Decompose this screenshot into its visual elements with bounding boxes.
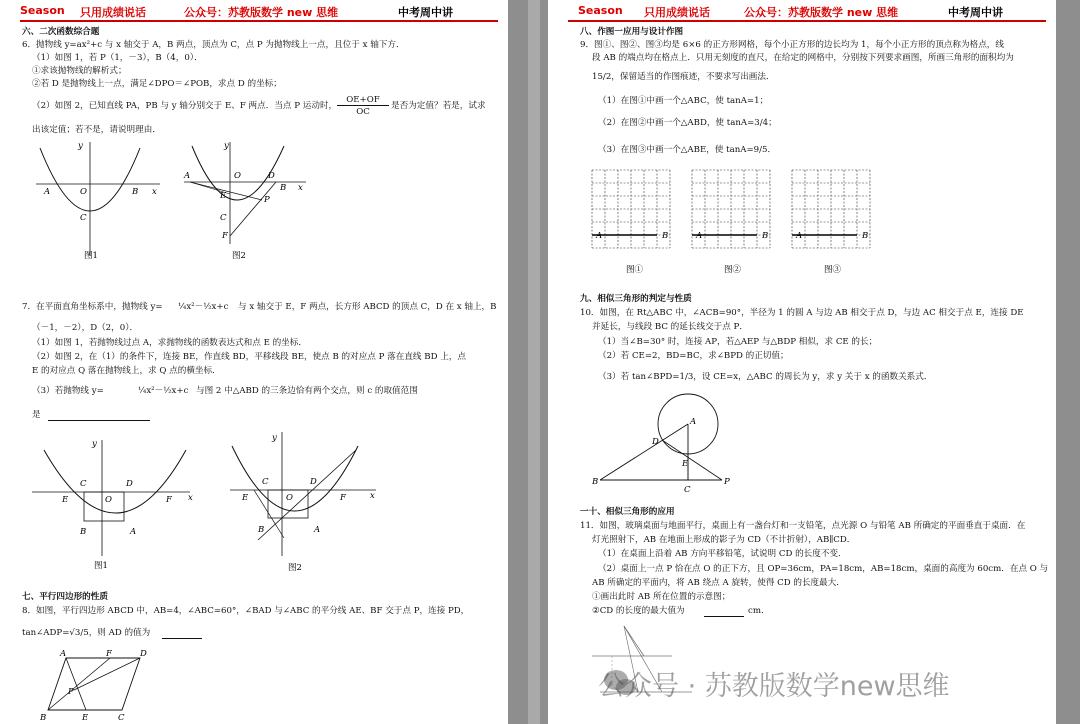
q7-line: E 的对应点 Q 落在抛物线上，求 Q 点的横坐标． bbox=[32, 366, 221, 376]
fig4-label: O bbox=[286, 493, 293, 503]
fig1-label: x bbox=[152, 187, 157, 197]
figure-3-parabola bbox=[30, 436, 200, 578]
q8-line: tan∠ADP=√3/5，则 AD 的值为 bbox=[22, 628, 151, 638]
q8-line: 8．如图，平行四边形 ABCD 中，AB=4，∠ABC=60°，∠BAD 与∠ABC 的平分线 AE、BF 交于点 P，连接 PD， bbox=[22, 606, 470, 616]
answer-blank bbox=[162, 638, 202, 639]
page-header bbox=[20, 4, 498, 22]
q10-line: （2）若 CE=2，BD=BC，求∠BPD 的正切值； bbox=[598, 351, 789, 361]
q11-line: ②CD 的长度的最大值为 bbox=[592, 606, 685, 616]
grid-1-caption: 图① bbox=[626, 265, 644, 275]
section-6-title: 六、二次函数综合题 bbox=[22, 27, 100, 37]
grid-3-b: B bbox=[862, 231, 869, 241]
q10-line: （3）若 tan∠BPD=1/3，设 CE=x，△ABC 的周长为 y，求 y 关于 x 的函数关系式． bbox=[598, 372, 933, 382]
q11-line: cm． bbox=[748, 606, 770, 616]
fig1-label: A bbox=[44, 187, 51, 197]
fig5-label: C bbox=[118, 713, 125, 723]
q6-line: 6．抛物线 y=ax²+c 与 x 轴交于 A，B 两点，顶点为 C，点 P 为抛物线上一点，且位于 x 轴下方． bbox=[22, 40, 405, 50]
q6-line: 出该定值；若不是，请说明理由． bbox=[32, 125, 161, 135]
fig5-label: B bbox=[40, 713, 47, 723]
q11-line: （1）在桌面上沿着 AB 方向平移铅笔，试说明 CD 的长度不变． bbox=[598, 549, 847, 559]
grid-figures bbox=[592, 170, 1052, 278]
fig6-label: B bbox=[592, 477, 599, 487]
fig4-label: A bbox=[314, 525, 321, 535]
document-page-right bbox=[548, 0, 1056, 724]
watermark: 公众号 · 苏教版数学new思维 bbox=[598, 671, 950, 702]
q10-line: （1）当∠B=30° 时，连接 AP，若△AEP 与△BDP 相似，求 CE 的长； bbox=[598, 337, 878, 347]
fig3-label: D bbox=[126, 479, 133, 489]
q9-line: 9．图①、图②、图③均是 6×6 的正方形网格，每个小正方形的边长均为 1，每个小正方形的顶点称为格点，线 bbox=[580, 40, 1004, 50]
fig2-label: y bbox=[224, 141, 229, 151]
fig2-label: A bbox=[184, 171, 191, 181]
q7-line: （3）若抛物线 y= bbox=[32, 386, 104, 396]
fig5-label: A bbox=[60, 649, 67, 659]
q6-line: （1）如图 1，若 P（1，－3），B（4，0）． bbox=[32, 53, 203, 63]
fig4-label: B bbox=[258, 525, 265, 535]
grid-3-a: A bbox=[796, 231, 803, 241]
figure-2-parabola bbox=[180, 138, 320, 263]
account-name: 公众号：苏教版数学 new 思维 bbox=[744, 6, 899, 19]
fig4-caption: 图2 bbox=[288, 563, 302, 573]
fig3-caption: 图1 bbox=[94, 561, 108, 571]
fig2-label: E bbox=[220, 191, 227, 201]
fig2-label: P bbox=[264, 195, 270, 205]
slogan: 只用成绩说话 bbox=[80, 6, 146, 19]
fig4-label: x bbox=[370, 491, 375, 501]
fig2-label: O bbox=[234, 171, 241, 181]
section-8-title: 八、作图一应用与设计作图 bbox=[580, 27, 684, 37]
figure-1-parabola bbox=[32, 138, 172, 263]
q9-line: （1）在图①中画一个△ABC，使 tanA=1； bbox=[598, 96, 769, 106]
section-9-title: 九、相似三角形的判定与性质 bbox=[580, 294, 692, 304]
fig1-label: B bbox=[132, 187, 139, 197]
q11-line: （2）桌面上一点 P 恰在点 O 的正下方，且 OP=36cm，PA=18cm，AB=18cm，桌面的高度为 60cm．在点 O 与 bbox=[598, 564, 1049, 574]
brand: Season bbox=[20, 4, 65, 17]
q9-line: 15/2，保留适当的作图痕迹，不要求写出画法． bbox=[592, 72, 775, 82]
fig2-label: C bbox=[220, 213, 227, 223]
fig6-label: E bbox=[682, 459, 689, 469]
vertical-scrollbar[interactable] bbox=[528, 0, 540, 724]
fig4-label: y bbox=[272, 433, 277, 443]
q6-line: （2）如图 2，已知直线 PA，PB 与 y 轴分别交于 E、F 两点．当点 P 运动时， bbox=[32, 101, 338, 111]
fig2-label: D bbox=[268, 171, 275, 181]
q7-line: （－1，－2），D（2，0）． bbox=[32, 323, 139, 333]
page-header bbox=[568, 4, 1046, 22]
fig1-label: O bbox=[80, 187, 87, 197]
q11-line: 灯光照射下，AB 在地面上形成的影子为 CD（不计折射），AB∥CD． bbox=[592, 535, 856, 545]
fig3-label: A bbox=[130, 527, 137, 537]
document-page-left bbox=[0, 0, 508, 724]
q7-expression: ¼x²－½x+c bbox=[138, 386, 189, 396]
grid-3-caption: 图③ bbox=[824, 265, 842, 275]
fraction-denominator: OC bbox=[356, 107, 370, 117]
fig5-label: D bbox=[140, 649, 147, 659]
q7-line: 与图 2 中△ABD 的三条边恰有两个交点，则 c 的取值范围 bbox=[196, 386, 418, 396]
section-10-title: 一十、相似三角形的应用 bbox=[580, 507, 675, 517]
q11-line: 11．如图，玻璃桌面与地面平行，桌面上有一盏台灯和一支铅笔，点光源 O 与铅笔 AB 所确定的平面垂直于桌面．在 bbox=[580, 521, 1026, 531]
fig5-label: F bbox=[106, 649, 112, 659]
q7-line: （1）如图 1，若抛物线过点 A，求抛物线的函数表达式和点 E 的坐标． bbox=[32, 338, 307, 348]
fig6-label: A bbox=[690, 417, 697, 427]
q9-line: （3）在图③中画一个△ABE，使 tanA=9/5． bbox=[598, 145, 777, 155]
grid-1-b: B bbox=[662, 231, 669, 241]
brand: Season bbox=[578, 4, 623, 17]
fig3-label: y bbox=[92, 439, 97, 449]
answer-blank bbox=[48, 420, 150, 421]
grid-2-a: A bbox=[696, 231, 703, 241]
fig2-label: F bbox=[222, 231, 228, 241]
fig1-label: C bbox=[80, 213, 87, 223]
q7-line: 与 x 轴交于 E，F 两点，长方形 ABCD 的顶点 C，D 在 x 轴上，B bbox=[238, 302, 497, 312]
figure-4-parabola bbox=[228, 428, 398, 578]
q11-line: AB 所确定的平面内，将 AB 绕点 A 旋转，使得 CD 的长度最大． bbox=[592, 578, 845, 588]
fig2-caption: 图2 bbox=[232, 251, 246, 261]
fig1-label: y bbox=[78, 141, 83, 151]
q7-line: （2）如图 2，在（1）的条件下，连接 BE，作直线 BD，平移线段 BE，使点 B 的对应点 P 落在直线 BD 上，点 bbox=[32, 352, 466, 362]
fig3-label: F bbox=[166, 495, 172, 505]
fig6-label: C bbox=[684, 485, 691, 495]
header-title: 中考周中讲 bbox=[948, 6, 1003, 19]
fig3-label: E bbox=[62, 495, 69, 505]
grid-2-caption: 图② bbox=[724, 265, 742, 275]
fraction-numerator: OE+OF bbox=[337, 95, 389, 106]
q7-expression: ¼x²－½x+c bbox=[178, 302, 229, 312]
grid-2-b: B bbox=[762, 231, 769, 241]
fig3-label: O bbox=[105, 495, 112, 505]
q7-line: 7．在平面直角坐标系中，抛物线 y= bbox=[22, 302, 163, 312]
fig4-label: E bbox=[242, 493, 249, 503]
account-name: 公众号：苏教版数学 new 思维 bbox=[184, 6, 339, 19]
fig6-label: D bbox=[652, 437, 659, 447]
fig5-label: E bbox=[82, 713, 89, 723]
q11-line: ①画出此时 AB 所在位置的示意图； bbox=[592, 592, 731, 602]
header-title: 中考周中讲 bbox=[398, 6, 453, 19]
q6-line: 是否为定值？若是，试求 bbox=[391, 101, 486, 111]
fig1-caption: 图1 bbox=[84, 251, 98, 261]
slogan: 只用成绩说话 bbox=[644, 6, 710, 19]
fig3-label: B bbox=[80, 527, 87, 537]
fig4-label: D bbox=[310, 477, 317, 487]
fig2-label: B bbox=[280, 183, 287, 193]
q6-line: ①求该抛物线的解析式； bbox=[32, 66, 127, 76]
fig2-label: x bbox=[298, 183, 303, 193]
q7-line: 是 bbox=[32, 410, 41, 420]
figure-5-parallelogram bbox=[30, 648, 190, 724]
q6-line: ②若 D 是抛物线上一点，满足∠DPO＝∠POB，求点 D 的坐标； bbox=[32, 79, 282, 89]
section-7-title: 七、平行四边形的性质 bbox=[22, 592, 108, 602]
fig5-label: P bbox=[68, 687, 74, 697]
fig4-label: C bbox=[262, 477, 269, 487]
fig4-label: F bbox=[340, 493, 346, 503]
q10-line: 并延长，与线段 BC 的延长线交于点 P． bbox=[592, 322, 748, 332]
fig3-label: x bbox=[188, 493, 193, 503]
q9-line: （2）在图②中画一个△ABD，使 tanA=3/4； bbox=[598, 118, 777, 128]
fig3-label: C bbox=[80, 479, 87, 489]
fig6-label: P bbox=[724, 477, 730, 487]
grid-1-a: A bbox=[596, 231, 603, 241]
answer-blank bbox=[704, 616, 744, 617]
q9-line: 段 AB 的端点均在格点上．只用无刻度的直尺，在给定的网格中，分别按下列要求画图，所画三角形的面积均为 bbox=[592, 53, 1014, 63]
figure-6-circle-triangle bbox=[592, 394, 782, 496]
q10-line: 10．如图，在 Rt△ABC 中，∠ACB=90°，半径为 1 的圆 A 与边 AB 相交于点 D，与边 AC 相交于点 E，连接 DE bbox=[580, 308, 1024, 318]
